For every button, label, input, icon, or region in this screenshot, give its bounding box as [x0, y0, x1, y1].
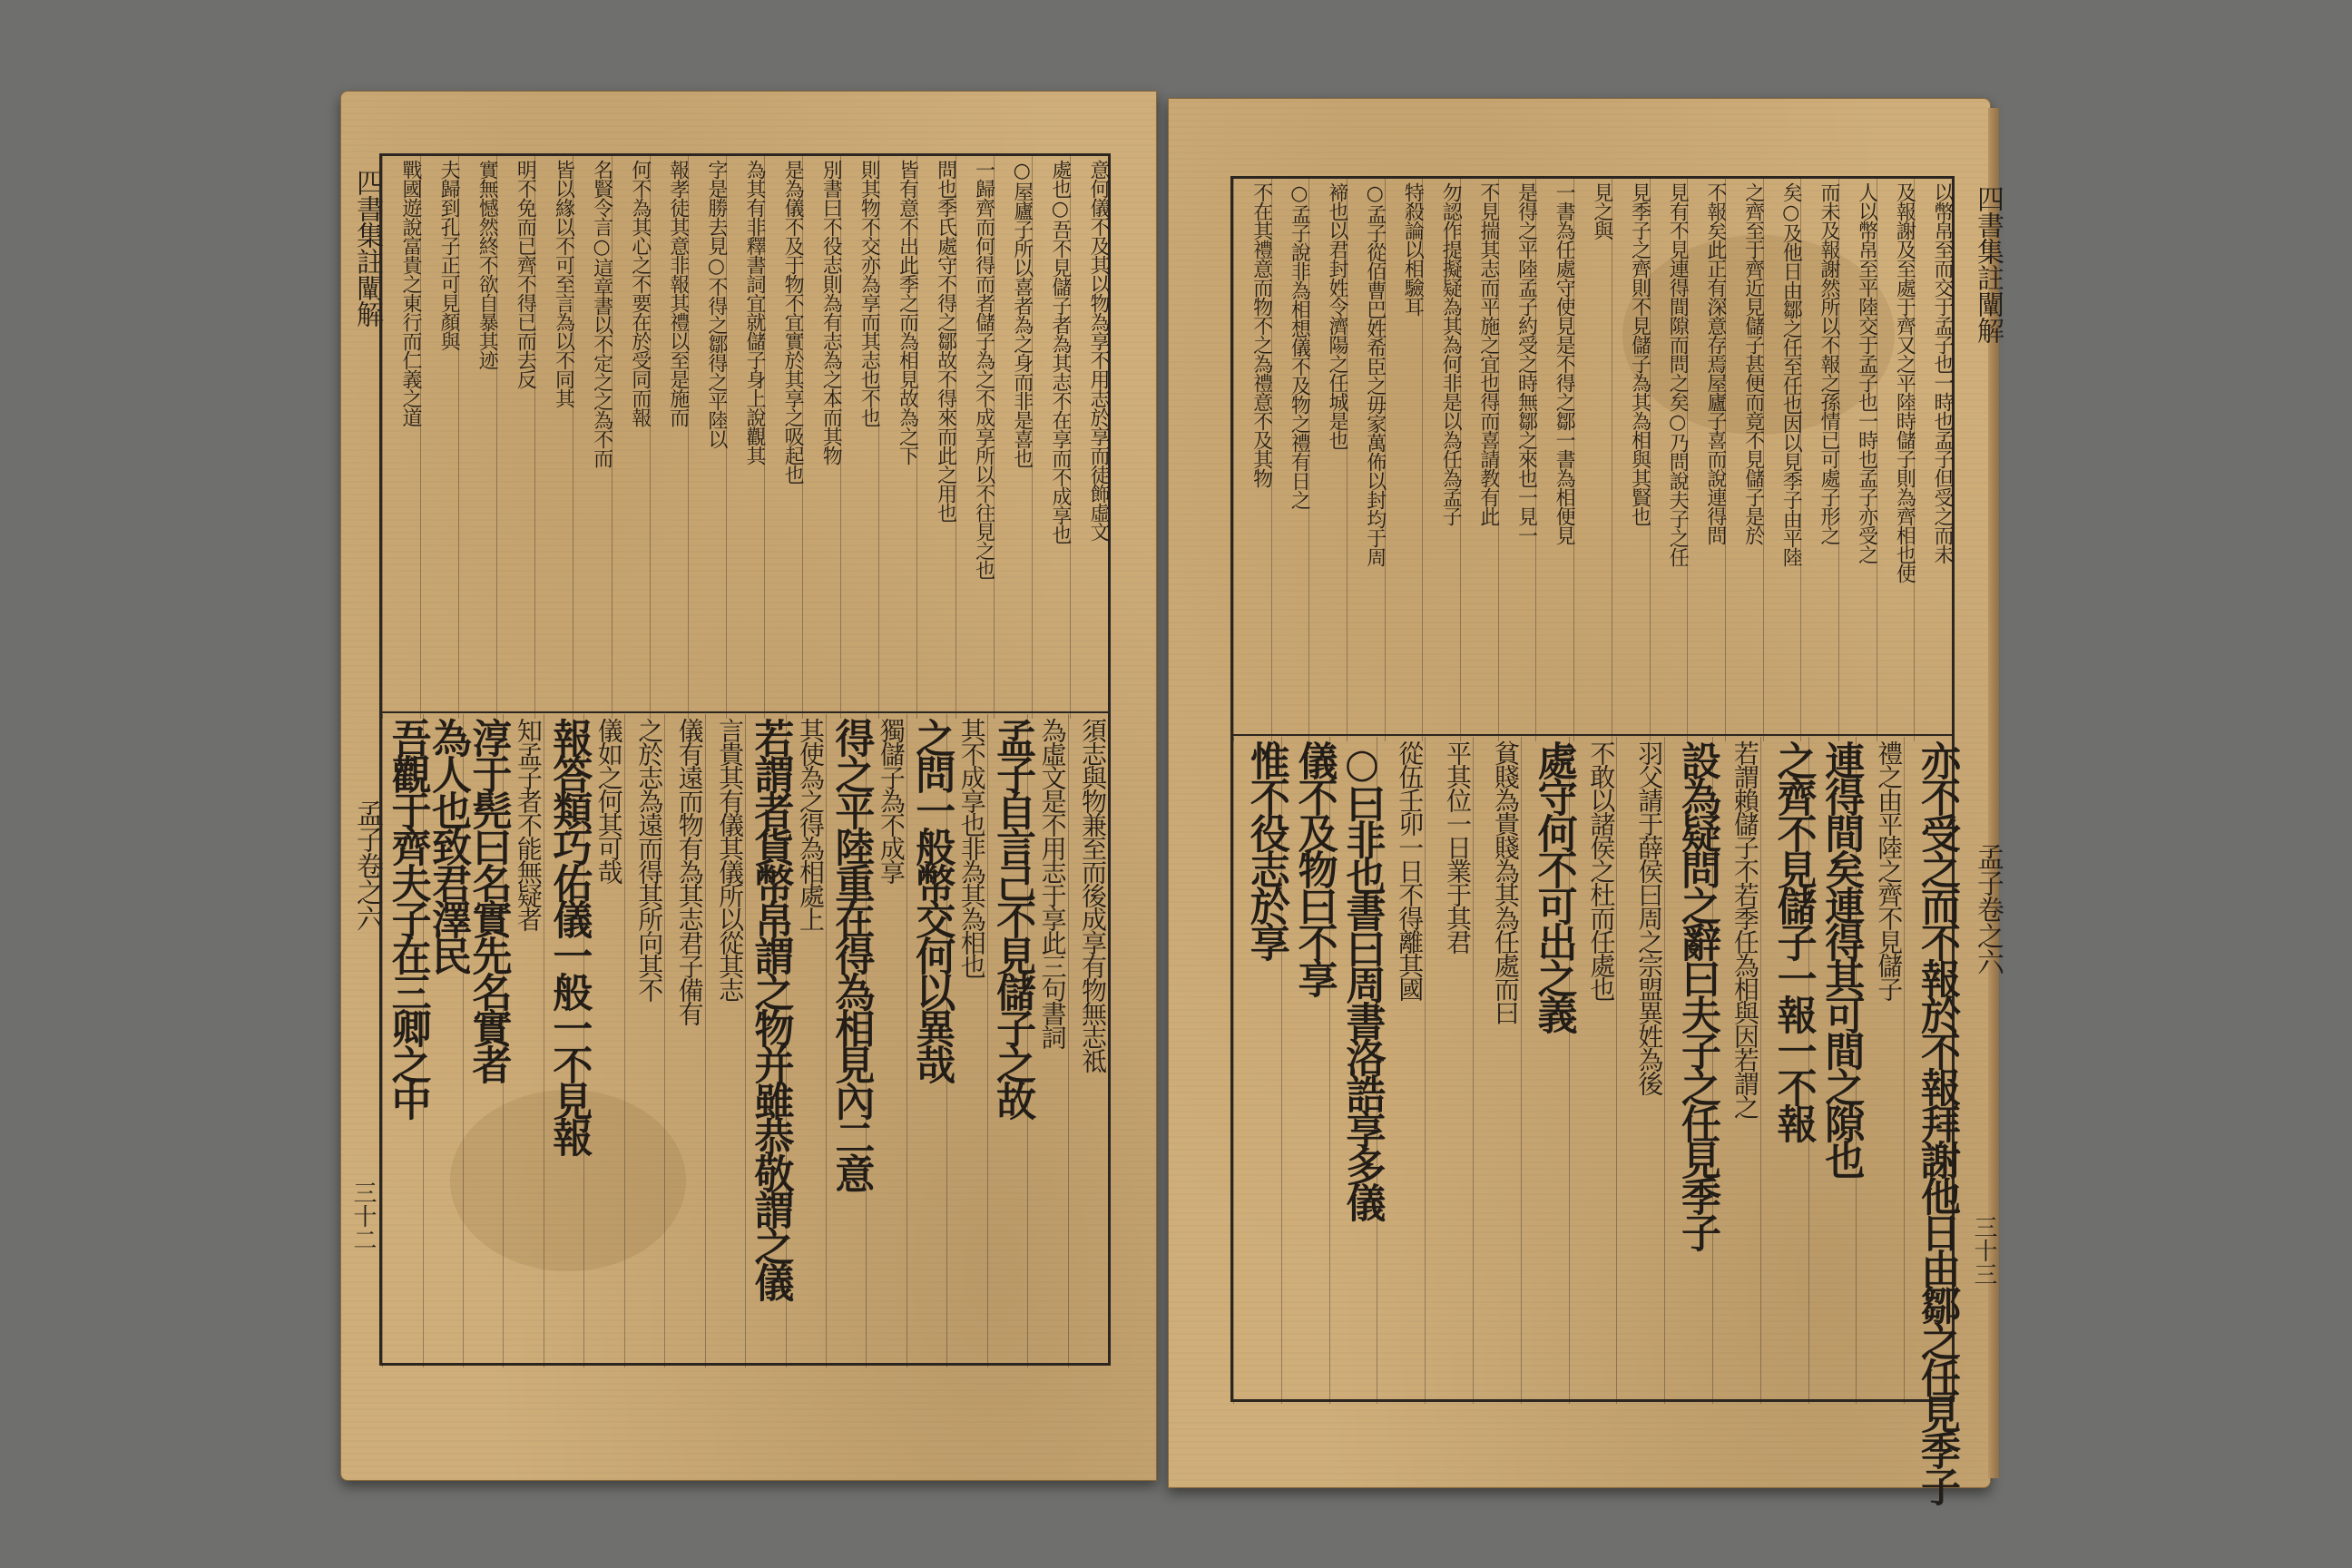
text-column: ○曰非也書曰周書洛誥享多儀 [1329, 737, 1377, 1404]
left-upper-columns [382, 156, 1108, 711]
text-column: 之齊至于齊近見儲子甚便而竟不見儲子是於 [1725, 179, 1763, 741]
text-column: 見之與 [1573, 179, 1612, 741]
text-column: 處守何不可出之義 [1521, 737, 1569, 1404]
right-page [1168, 98, 2004, 1503]
text-column: 亦不受之而不報於不報拜謝他日由鄒之任見季子 [1904, 737, 1952, 1404]
text-column: ○屋廬子所以喜者為之身而非是喜也 [994, 156, 1032, 719]
text-column: 報孝徒其意非報其禮以至是施而 [650, 156, 688, 719]
text-column: 是為儀不及于物不宜實於其享之吸起也 [764, 156, 802, 719]
text-column: 一書為任處守使見是不得之鄒一書為相便見 [1535, 179, 1573, 741]
text-column: 獨儲子為不成享 [866, 714, 906, 1367]
text-column: 字是勝去見○不得之鄒得之平陸以 [688, 156, 726, 719]
text-column: 矣○及他日由鄒之任至任也因以見季子由平陸 [1763, 179, 1801, 741]
text-column: 何不為其心之不要在於受同而報 [612, 156, 650, 719]
text-column: 實無憾然終不欲自暴其迹 [458, 156, 496, 719]
section-divider [1233, 734, 1952, 736]
text-column: 勿認作提擬疑為其為何非是以為任為孟子 [1422, 179, 1460, 741]
text-column: 之齊不見儲子一報一不報 [1760, 737, 1808, 1404]
text-column: 問也季氏處守不得之鄒故不得來而此之用也 [916, 156, 955, 719]
text-column: 之於志為遠而得其所向其不 [624, 714, 664, 1367]
right-margin-chapter: 孟子卷之六 [1972, 843, 2004, 975]
text-column: 不見揣其志而平施之宜也得而喜請教有此 [1460, 179, 1498, 741]
text-column: 及報謝及至處于齊又之平陸時儲子則為齊相也使 [1877, 179, 1915, 741]
right-folio: 三十三 [1970, 1215, 1997, 1286]
text-column: 人以幣帛至平陸交于孟子也一時也孟子亦受之 [1838, 179, 1877, 741]
text-column: 則其物不交亦為享而其志也不也 [840, 156, 878, 719]
text-column: 戰國遊說富貴之東行而仁義之道 [382, 156, 420, 719]
right-main-text-block [1233, 737, 1960, 1503]
text-column: 設為疑問之辭曰夫子之任見季子 [1664, 737, 1712, 1404]
text-column: 別書曰不役志則為有志為之本而其物 [802, 156, 840, 719]
text-column: 若謂者貨幣帛謂之物并雖恭敬謂之儀 [745, 714, 785, 1367]
text-column: 若謂賴儲子不若季任為相與因若謂之 [1712, 737, 1760, 1404]
text-column: 皆有意不出此季之而為相見故為之下 [878, 156, 916, 719]
left-text-frame [379, 153, 1111, 1366]
left-page [340, 91, 1157, 1481]
text-column: 見季子之齊則不見儲子為其為相與其賢也 [1612, 179, 1650, 741]
text-column: 連得間矣連得其可間之隙也 [1808, 737, 1857, 1404]
text-column: 為其有非釋書詞宜就儲子身上說觀其 [726, 156, 764, 719]
text-column: 特殺論以相驗耳 [1385, 179, 1423, 741]
text-column: 知孟子者不能無疑者 [503, 714, 543, 1367]
text-column: 吾觀于齊夫子在三卿之中 [382, 714, 422, 1367]
text-column: 不敢以諸侯之杜而任處也 [1569, 737, 1617, 1404]
right-commentary-block [1233, 179, 1952, 734]
text-column: 見有不見連得間隙而問之矣○乃問說夫子之任 [1650, 179, 1688, 741]
text-column: 處也○吾不見儲子者為其志不在享而不成享也 [1032, 156, 1070, 719]
text-column: 一歸齊而何得而者儲子為之不成享所以不往見之也 [956, 156, 994, 719]
text-column: 儀不及物曰不享 [1281, 737, 1329, 1404]
text-column: 貧賤為貴賤為其為任處而曰 [1473, 737, 1521, 1404]
text-column: 淳于髡曰名實先名實者 [463, 714, 503, 1367]
left-main-text-block [382, 714, 1108, 1360]
text-column: 孟子自言己不見儲子之故 [987, 714, 1027, 1367]
right-lower-columns [1233, 737, 1960, 1503]
text-column: 得之平陸重在得為相見內二意 [826, 714, 866, 1367]
text-column: 而未及報謝然所以不報之孫情已可處子形之 [1800, 179, 1838, 741]
text-column: 不報矣此正有深意存焉屋廬子喜而說連得問 [1687, 179, 1725, 741]
text-column: 其使為之得為相處上 [786, 714, 826, 1367]
text-column: ○孟子從佰曹巴姓希臣之毋家萬佈以封均于周 [1347, 179, 1385, 741]
open-book [340, 91, 2004, 1503]
text-column: 言貴其有儀其儀所以從其志 [705, 714, 745, 1367]
text-column: 夫歸到孔子正可見顏與 [420, 156, 458, 719]
section-divider [382, 711, 1108, 713]
text-column: 褅也以君封姓令濟陽之任城是也 [1308, 179, 1347, 741]
text-column: 不在其禮意而物不之為禮意不及其物 [1233, 179, 1271, 741]
text-column: 是得之平陸孟子約受之時無鄒之來也一見一 [1498, 179, 1536, 741]
left-folio: 三十二 [349, 1181, 377, 1251]
text-column: 意何儀不及其以物為享不用志於享而徒飾虛文 [1070, 156, 1108, 719]
left-commentary-block [382, 156, 1108, 711]
text-column: 從伍壬卯一日不得離其國 [1377, 737, 1425, 1404]
right-text-frame [1230, 176, 1960, 1503]
right-margin-title: 四書集註闡解 [1972, 185, 2004, 343]
text-column: 之問一般幣交何以異哉 [906, 714, 946, 1367]
text-column: 羽父請于薛侯曰周之宗盟異姓為後 [1616, 737, 1664, 1404]
text-column: 儀如之何其可哉 [583, 714, 623, 1367]
text-column: 為虛文是不用志于享此三句書詞 [1027, 714, 1067, 1367]
text-column: 為人也致君澤民 [423, 714, 463, 1367]
text-column: 禮之由平陸之齊不見儲子 [1856, 737, 1904, 1404]
right-upper-columns [1233, 179, 1952, 734]
left-lower-columns [382, 714, 1108, 1360]
text-column: 皆以緣以不可至言為以不同其 [534, 156, 573, 719]
left-margin-title: 四書集註闡解 [351, 169, 383, 327]
text-column: 明不免而已齊不得已而去反 [496, 156, 534, 719]
text-column: 以幣帛至而交于孟子也一時也孟子但受之而未 [1914, 179, 1952, 741]
text-column: 須志與物兼至而後成享有物無志祗 [1068, 714, 1108, 1367]
left-margin-chapter: 孟子卷之六 [351, 799, 383, 931]
text-column: ○孟子說非為相想儀不及物之禮有日之 [1271, 179, 1309, 741]
text-column: 報答類巧佑儀一般一不見報 [544, 714, 583, 1367]
text-column: 惟不役志於享 [1233, 737, 1281, 1404]
text-column: 儀有遠而物有為其志君子備有 [664, 714, 704, 1367]
text-column: 名賢令言○這章書以不定之之為不而 [573, 156, 611, 719]
text-column: 平其位一日業于其君 [1425, 737, 1473, 1404]
text-column: 其不成享也非為其為相也 [946, 714, 986, 1367]
